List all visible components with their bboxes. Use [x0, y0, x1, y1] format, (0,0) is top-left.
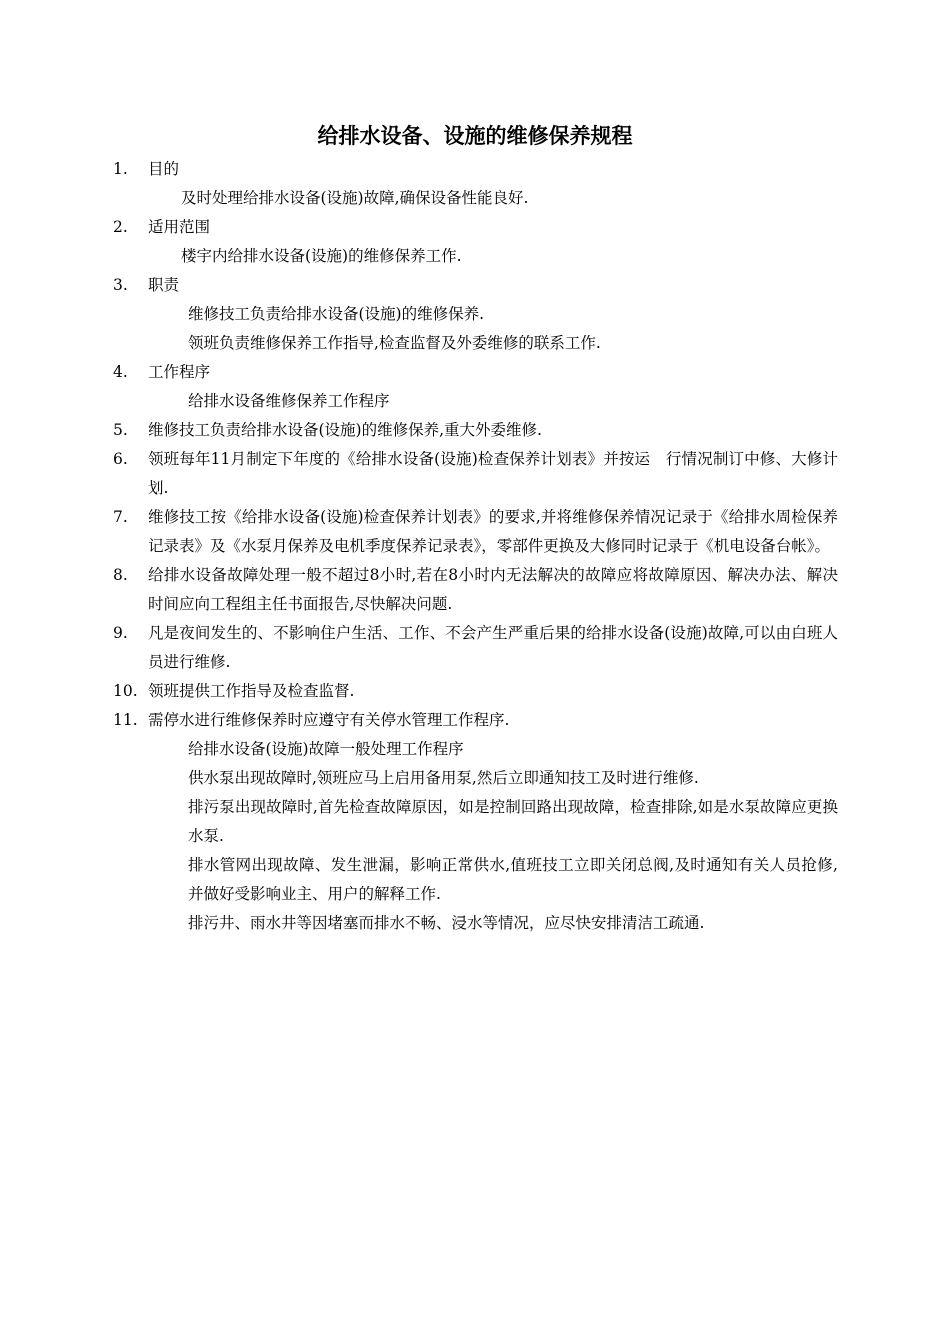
section-heading: 工作程序	[148, 363, 211, 381]
list-item	[113, 677, 838, 706]
section-heading: 目的	[148, 160, 180, 178]
fault-procedure-text: 排污井、雨水井等因堵塞而排水不畅、浸水等情况，应尽快安排清洁工疏通.	[188, 914, 705, 932]
section-heading: 适用范围	[148, 218, 211, 236]
section-number: 1.	[113, 160, 128, 178]
list-item	[113, 561, 838, 619]
section-duties	[113, 271, 838, 300]
item-text: 领班每年11月制定下年度的《给排水设备(设施)检查保养计划表》并按运 行情况制订中修、大修计划.	[148, 450, 838, 497]
document-title: 给排水设备、设施的维修保养规程	[317, 124, 633, 148]
purpose-text: 及时处理给排水设备(设施)故障,确保设备性能良好.	[181, 189, 529, 207]
section-purpose	[113, 155, 838, 184]
item-text: 维修技工按《给排水设备(设施)检查保养计划表》的要求,并将维修保养情况记录于《给排水周检保养记录表》及《水泵月保养及电机季度保养记录表》，零部件更换及大修同时记录于《机电设备台帐》。	[148, 508, 838, 555]
item-number: 9.	[113, 624, 128, 642]
document-body	[113, 155, 838, 938]
fault-procedure-heading: 给排水设备(设施)故障一般处理工作程序	[188, 740, 464, 758]
duty-text: 维修技工负责给排水设备(设施)的维修保养.	[188, 305, 485, 323]
section-heading: 职责	[148, 276, 180, 294]
item-number: 10.	[113, 682, 138, 700]
procedure-text: 给排水设备维修保养工作程序	[188, 392, 390, 410]
item-text: 给排水设备故障处理一般不超过8小时,若在8小时内无法解决的故障应将故障原因、解决办法、解决时间应向工程组主任书面报告,尽快解决问题.	[148, 566, 838, 613]
section-number: 4.	[113, 363, 128, 381]
item-text: 需停水进行维修保养时应遵守有关停水管理工作程序.	[148, 711, 510, 729]
list-item	[113, 619, 838, 677]
item-number: 8.	[113, 566, 128, 584]
item-number: 5.	[113, 421, 128, 439]
item-text: 领班提供工作指导及检查监督.	[148, 682, 355, 700]
fault-procedure-text: 排污泵出现故障时,首先检查故障原因，如是控制回路出现故障，检查排除,如是水泵故障应更换水泵.	[188, 798, 838, 845]
section-scope	[113, 213, 838, 242]
section-number: 3.	[113, 276, 128, 294]
duty-text: 领班负责维修保养工作指导,检查监督及外委维修的联系工作.	[188, 334, 601, 352]
item-number: 11.	[113, 711, 138, 729]
list-item	[113, 706, 838, 735]
item-text: 凡是夜间发生的、不影响住户生活、工作、不会产生严重后果的给排水设备(设施)故障,可以由白班人员进行维修.	[148, 624, 838, 671]
item-text: 维修技工负责给排水设备(设施)的维修保养,重大外委维修.	[148, 421, 542, 439]
fault-procedure-text: 排水管网出现故障、发生泄漏，影响正常供水,值班技工立即关闭总阀,及时通知有关人员抢修,并做好受影响业主、用户的解释工作.	[188, 856, 838, 903]
item-number: 6.	[113, 450, 128, 468]
section-procedure	[113, 358, 838, 387]
list-item	[113, 445, 838, 503]
section-number: 2.	[113, 218, 128, 236]
scope-text: 楼宇内给排水设备(设施)的维修保养工作.	[181, 247, 462, 265]
item-number: 7.	[113, 508, 128, 526]
list-item	[113, 503, 838, 561]
list-item	[113, 416, 838, 445]
fault-procedure-text: 供水泵出现故障时,领班应马上启用备用泵,然后立即通知技工及时进行维修.	[188, 769, 699, 787]
